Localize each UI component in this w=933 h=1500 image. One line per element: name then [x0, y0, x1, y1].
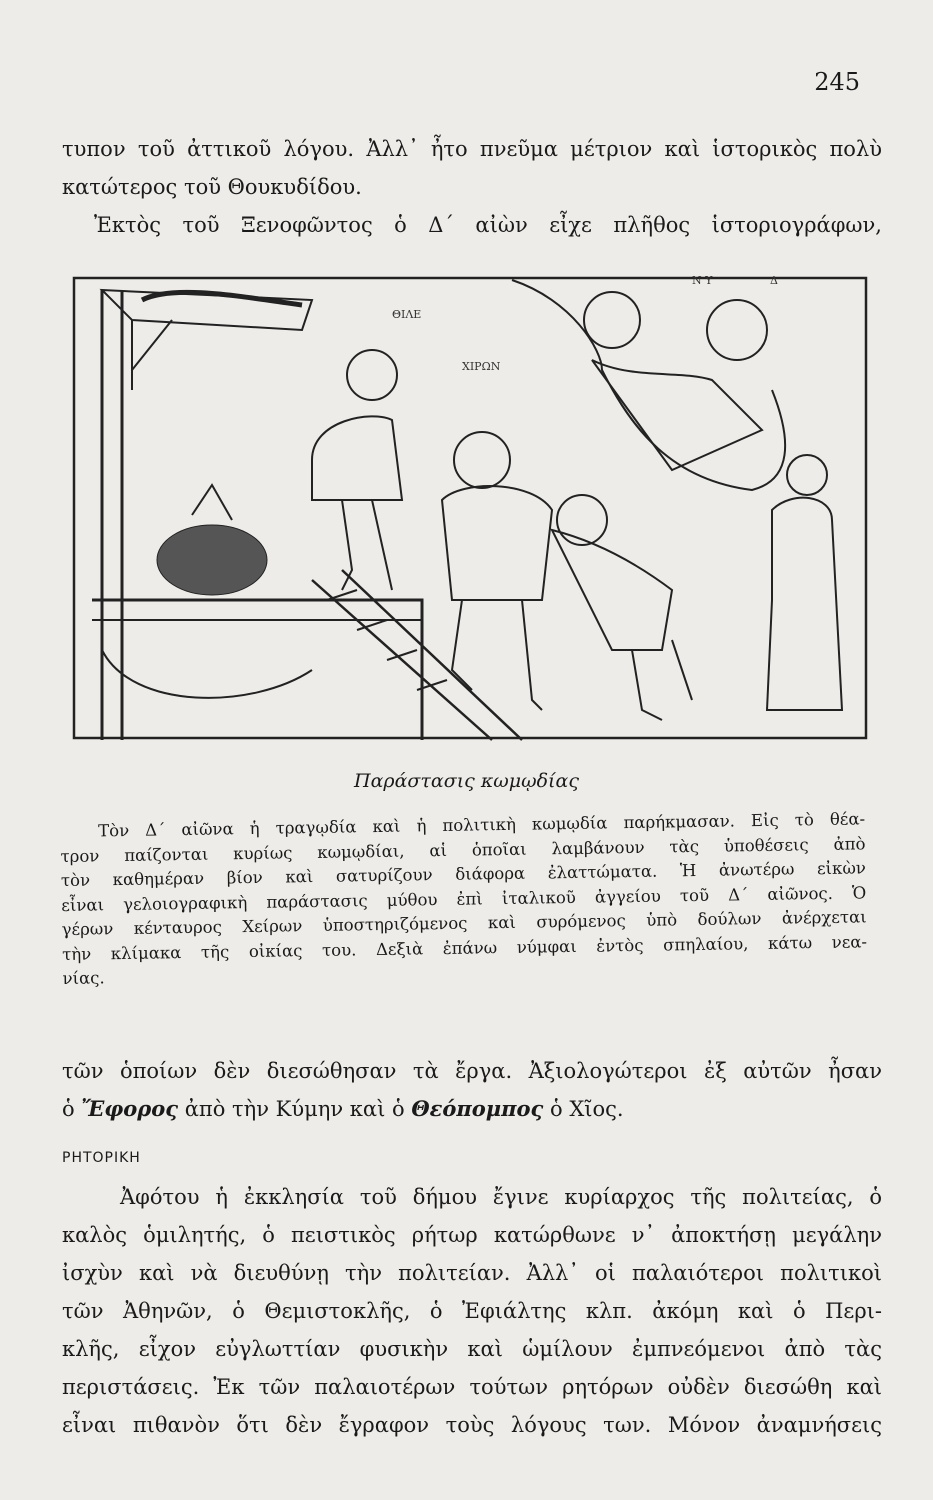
text-line: Ἀφότου ἡ ἐκκλησία τοῦ δήμου ἔγινε κυρίαρχος τῆς πολιτείας, ὁ [120, 1185, 882, 1209]
note-line: τὸν καθημέραν βίον καὶ σατυρίζουν διάφορα ἐλαττώματα. Ἡ ἀνωτέρω εἰκὼν [60, 858, 867, 890]
section-heading: ΡΗΤΟΡΙΚΗ [62, 1150, 141, 1166]
text-fragment: ὁ [62, 1097, 82, 1121]
text-line: Ἐκτὸς τοῦ Ξενοφῶντος ὁ Δ΄ αἰὼν εἶχε πλῆθος ἱστοριογράφων, [94, 213, 882, 237]
page-number: 245 [814, 68, 860, 96]
inscription: ΘΙΛΕ [392, 308, 422, 321]
text-line [62, 1090, 882, 1128]
text-fragment: ὁ Χῖος. [543, 1097, 624, 1121]
text-line: περιστάσεις. Ἐκ τῶν παλαιοτέρων τούτων ρητόρων οὐδὲν διεσώθη καὶ [62, 1375, 882, 1399]
note-line: εἶναι γελοιογραφικὴ παράστασις μύθου ἐπὶ ἰταλικοῦ ἀγγείου τοῦ Δ΄ αἰῶνος. Ὁ [61, 882, 867, 915]
inscription: Δ [770, 274, 778, 287]
text-line: κλῆς, εἶχον εὐγλωττίαν φυσικὴν καὶ ὡμίλουν ἐμπνεόμενοι ἀπὸ τὰς [62, 1337, 882, 1361]
bottom-paragraph [62, 1178, 882, 1444]
author-name-ephorus: Ἔφορος [81, 1096, 179, 1121]
inscription: Ν Υ [692, 274, 713, 287]
text-line: κατώτερος τοῦ Θουκυδίδου. [62, 175, 362, 199]
text-line: τῶν ὁποίων δὲν διεσώθησαν τὰ ἔργα. Ἀξιολογώτεροι ἐξ αὐτῶν ἦσαν [62, 1059, 882, 1083]
inscription: ΧΙΡΩΝ [462, 360, 501, 373]
figure-caption: Παράστασις κωμῳδίας [354, 770, 579, 792]
note-line: Τὸν Δ΄ αἰῶνα ἡ τραγῳδία καὶ ἡ πολιτικὴ κωμῳδία παρήκμασαν. Εἰς τὸ θέα- [98, 809, 866, 841]
note-line: νίας. [62, 968, 105, 988]
text-fragment: ἀπὸ τὴν Κύμην καὶ ὁ [178, 1097, 412, 1121]
author-name-theopompus: Θεόπομπος [411, 1096, 544, 1121]
note-line: τὴν κλίμακα τῆς οἰκίας του. Δεξιὰ ἐπάνω νύμφαι ἐντὸς σπηλαίου, κάτω νεα- [61, 931, 868, 964]
text-line: τυπον τοῦ ἀττικοῦ λόγου. Ἀλλ᾽ ἦτο πνεῦμα μέτριον καὶ ἱστορικὸς πολὺ [62, 137, 882, 161]
text-line: ἰσχὺν καὶ νὰ διευθύνῃ τὴν πολιτείαν. Ἀλλ᾽ οἱ παλαιότεροι πολιτικοὶ [62, 1261, 882, 1285]
top-paragraph [62, 130, 882, 244]
text-line: τῶν Ἀθηνῶν, ὁ Θεμιστοκλῆς, ὁ Ἐφιάλτης κλπ. ἀκόμη καὶ ὁ Περι- [62, 1299, 882, 1323]
note-line: τρον παίζονται κυρίως κωμῳδίαι, αἱ ὁποῖαι λαμβάνουν τὰς ὑποθέσεις ἀπὸ [60, 833, 866, 866]
note-line: γέρων κένταυρος Χείρων ὑποστηριζόμενος καὶ συρόμενος ὑπὸ δούλων ἀνέρχεται [61, 907, 867, 939]
text-line: καλὸς ὁμιλητής, ὁ πειστικὸς ρήτωρ κατώρθωνε ν᾽ ἀποκτήσῃ μεγάλην [62, 1223, 882, 1247]
figure-note [60, 807, 868, 991]
text-line: εἶναι πιθανὸν ὅτι δὲν ἔγραφον τοὺς λόγους των. Μόνον ἀναμνήσεις [62, 1413, 882, 1437]
middle-paragraph [62, 1052, 882, 1128]
comedy-vase-illustration [72, 270, 872, 750]
